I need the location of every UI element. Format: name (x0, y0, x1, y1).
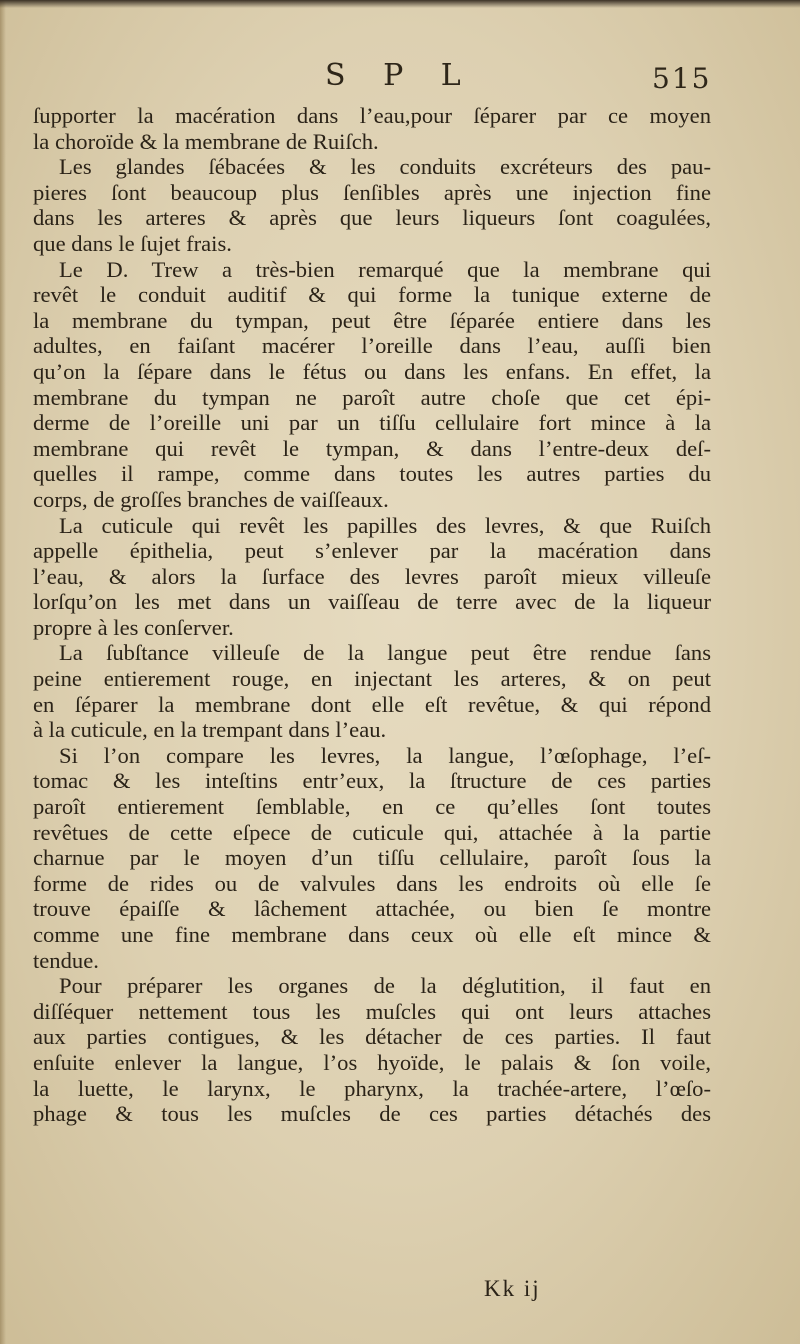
text-line: Le D. Trew a très-bien remarqué que la membrane qui (59, 256, 711, 282)
text-line: membrane du tympan ne paroît autre choſe que cet épi- (33, 384, 711, 410)
text-line: La ſubſtance villeuſe de la langue peut être rendue ſans (59, 640, 711, 666)
body-text (33, 103, 711, 1127)
text-line: aux parties contigues, & les détacher de ces parties. Il faut (33, 1024, 711, 1050)
text-line: Les glandes ſébacées & les conduits excréteurs des pau- (59, 154, 711, 180)
text-line: corps, de groſſes branches de vaiſſeaux. (33, 486, 389, 512)
page-top-shadow (0, 0, 800, 8)
text-line: appelle épithelia, peut s’enlever par la macération dans (33, 538, 711, 564)
text-line: en ſéparer la membrane dont elle eſt revêtue, & qui répond (33, 691, 711, 717)
text-line: La cuticule qui revêt les papilles des levres, & que Ruiſch (59, 512, 711, 538)
text-line: revêtues de cette eſpece de cuticule qui, attachée à la partie (33, 819, 711, 845)
text-line: enſuite enlever la langue, l’os hyoïde, le palais & ſon voile, (33, 1049, 711, 1075)
signature-mark: Kk ij (484, 1276, 541, 1301)
text-line: l’eau, & alors la ſurface des levres paroît mieux villeuſe (33, 563, 711, 589)
text-line: Si l’on compare les levres, la langue, l’œſophage, l’eſ- (59, 742, 711, 768)
text-line: charnue par le moyen d’un tiſſu cellulaire, paroît ſous la (33, 845, 711, 871)
page-number: 515 (652, 62, 712, 95)
text-line: adultes, en faiſant macérer l’oreille dans l’eau, auſſi bien (33, 333, 711, 359)
text-line: la choroïde & la membrane de Ruiſch. (33, 128, 379, 154)
text-line: paroît entierement ſemblable, en ce qu’elles ſont toutes (33, 794, 711, 820)
text-line: forme de rides ou de valvules dans les endroits où elle ſe (33, 870, 711, 896)
text-line: ſupporter la macération dans l’eau,pour ſéparer par ce moyen (33, 103, 711, 128)
text-line: propre à les conſerver. (33, 614, 234, 640)
text-line: tendue. (33, 947, 99, 973)
text-line: à la cuticule, en la trempant dans l’eau. (33, 717, 387, 743)
text-line: Pour préparer les organes de la déglutition, il faut en (59, 973, 711, 999)
text-line: que dans le ſujet frais. (33, 230, 232, 256)
page-binding-edge (0, 0, 6, 1344)
text-line: derme de l’oreille uni par un tiſſu cellulaire fort mince à la (33, 410, 711, 436)
text-line: quelles il rampe, comme dans toutes les autres parties du (33, 461, 711, 487)
text-line: membrane qui revêt le tympan, & dans l’entre-deux deſ- (33, 435, 711, 461)
text-line: dans les arteres & après que leurs liqueurs ſont coagulées, (33, 205, 711, 231)
text-line: peine entierement rouge, en injectant les arteres, & on peut (33, 666, 711, 692)
text-line: la membrane du tympan, peut être ſéparée entiere dans les (33, 307, 711, 333)
page-header (0, 58, 800, 108)
text-line: diſſéquer nettement tous les muſcles qui ont leurs attaches (33, 998, 711, 1024)
text-line: phage & tous les muſcles de ces parties détachés des (33, 1101, 711, 1127)
text-line: trouve épaiſſe & lâchement attachée, ou bien ſe montre (33, 896, 711, 922)
running-head: S P L (325, 58, 475, 93)
text-line: lorſqu’on les met dans un vaiſſeau de terre avec de la liqueur (33, 589, 711, 615)
text-line: tomac & les inteſtins entr’eux, la ſtructure de ces parties (33, 768, 711, 794)
text-line: revêt le conduit auditif & qui forme la tunique externe de (33, 282, 711, 308)
text-line: pieres ſont beaucoup plus ſenſibles après une injection fine (33, 179, 711, 205)
text-line: qu’on la ſépare dans le fétus ou dans les enfans. En effet, la (33, 358, 711, 384)
text-line: comme une fine membrane dans ceux où elle eſt mince & (33, 922, 711, 947)
text-line: la luette, le larynx, le pharynx, la trachée-artere, l’œſo- (33, 1075, 711, 1101)
